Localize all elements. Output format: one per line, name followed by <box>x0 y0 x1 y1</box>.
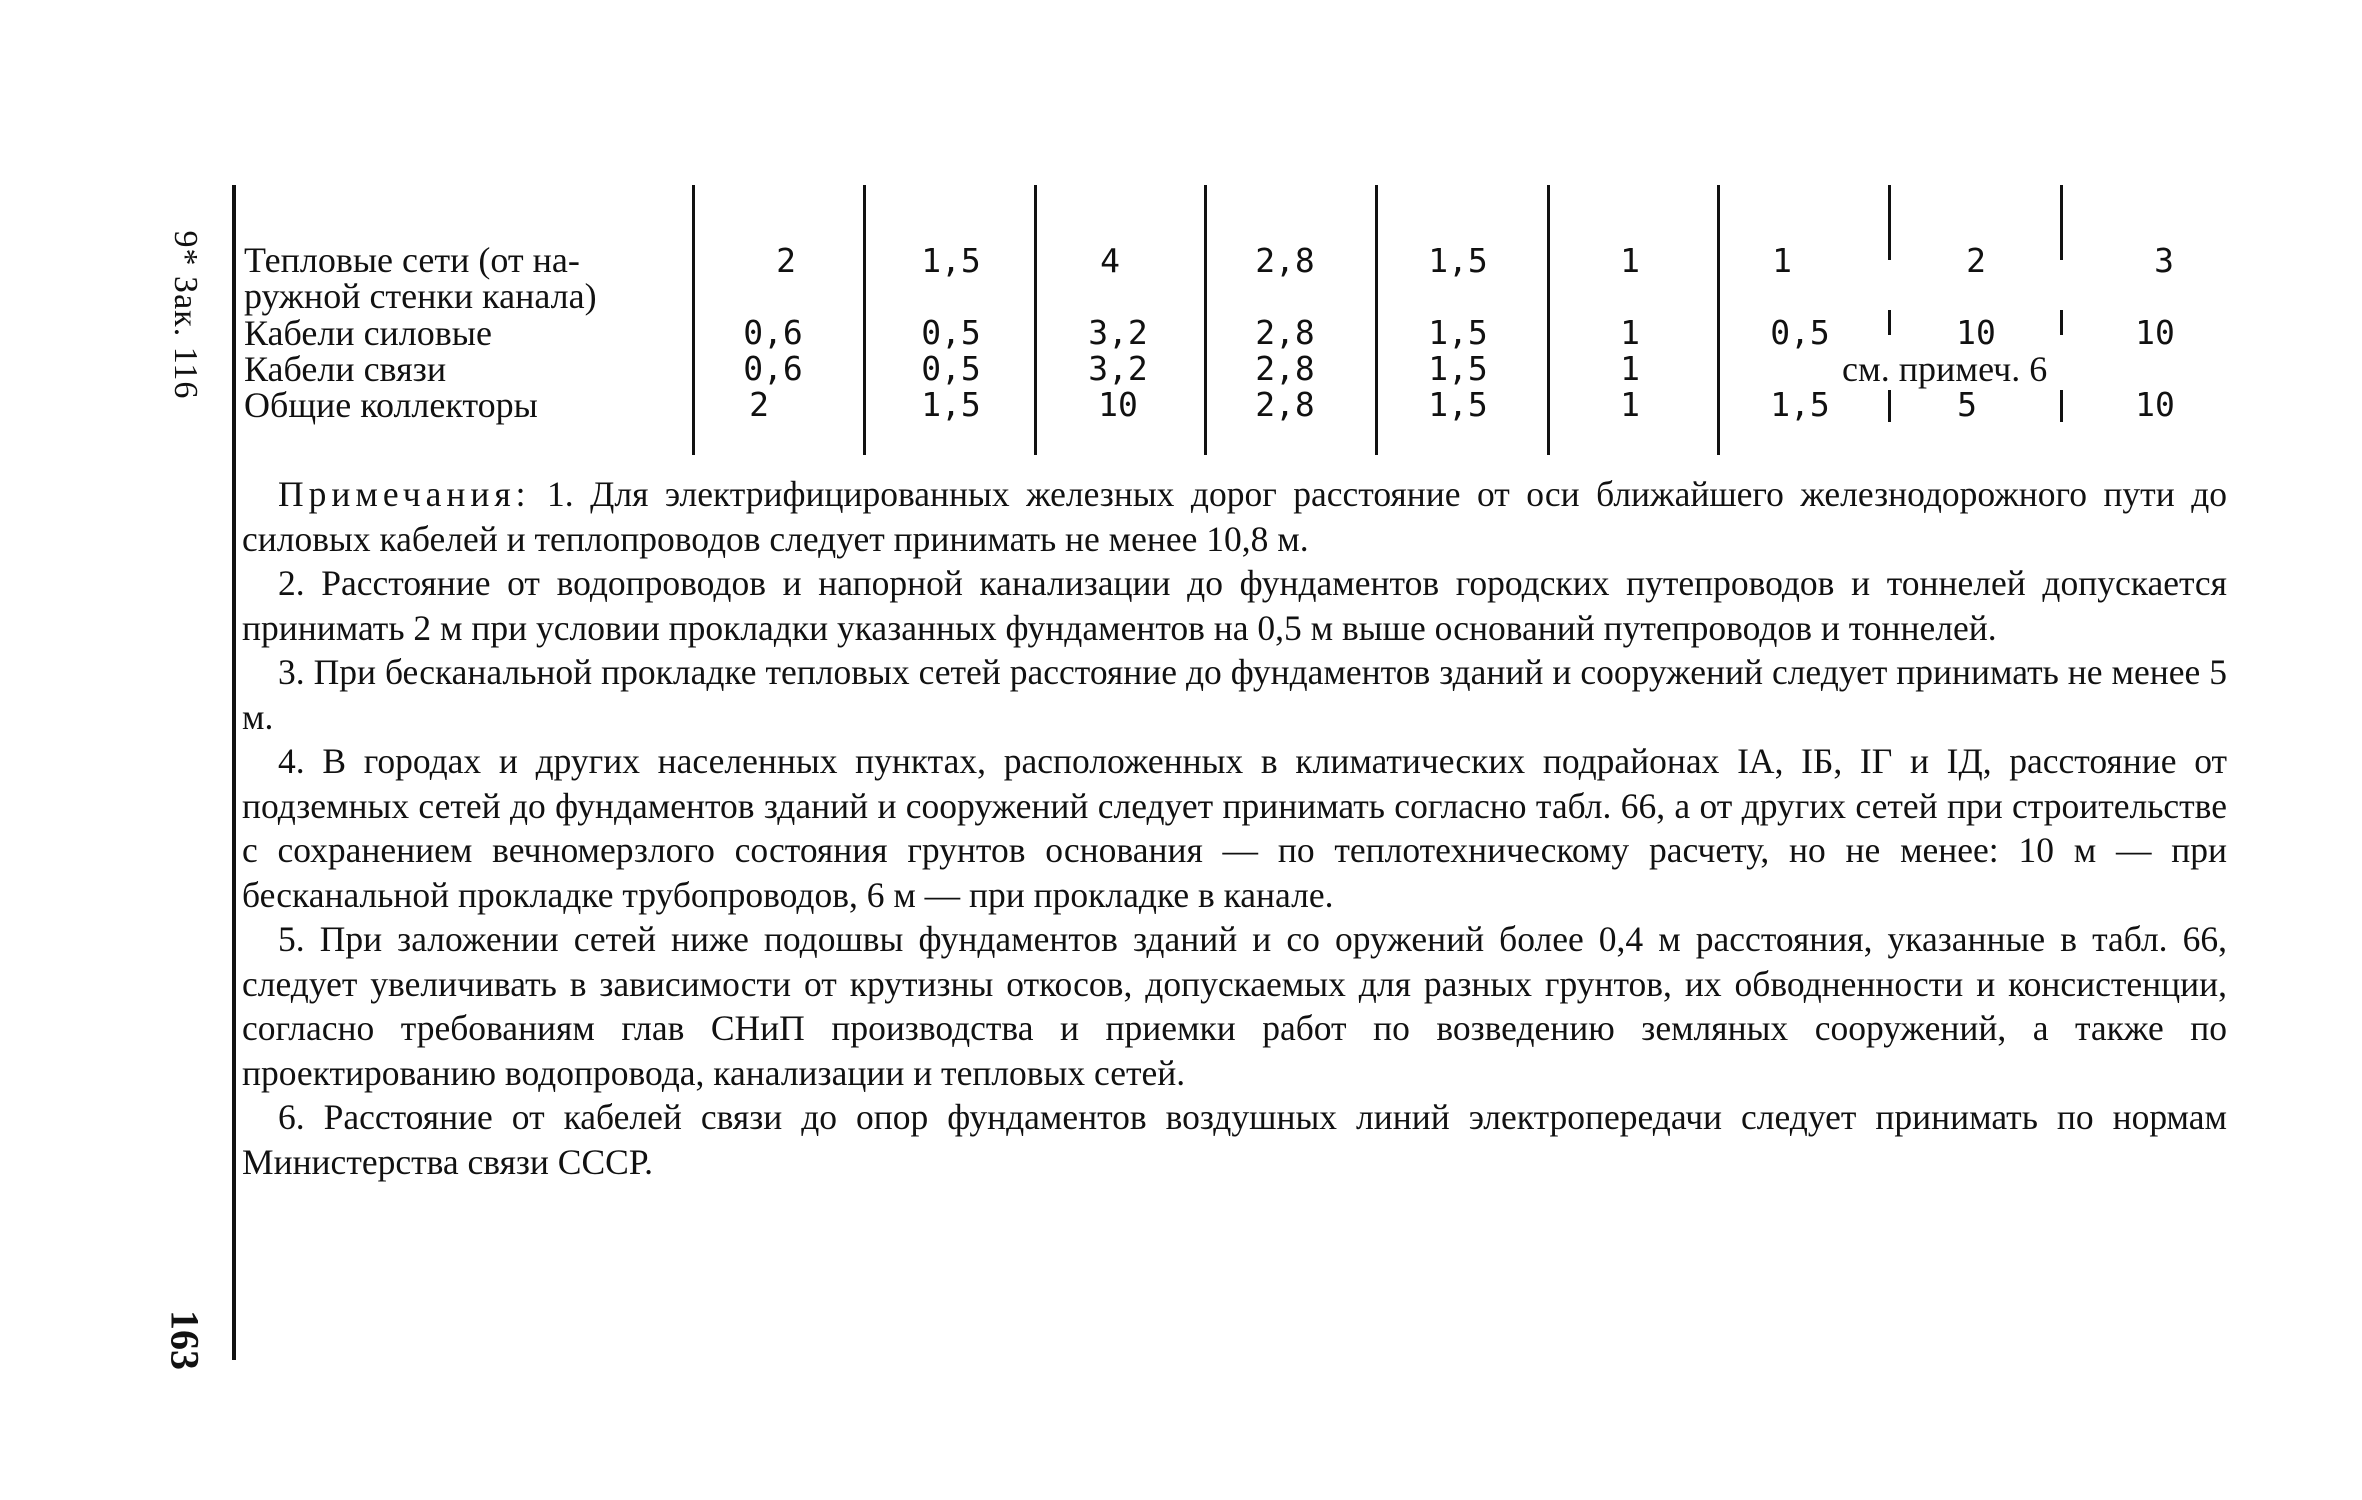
left-margin-rule <box>232 185 236 1360</box>
column-divider <box>1375 185 1378 455</box>
row-label: Кабели связи <box>244 349 447 389</box>
note-item: 6. Расстояние от кабелей связи до опор фундаментов воздушных линий электропередачи следует принимать по нормам Министерства связи СССР. <box>242 1097 2227 1182</box>
row-label: ружной стенки канала) <box>244 276 597 316</box>
table-cell: 0,6 <box>743 349 803 388</box>
table-cell: 1 <box>1620 349 1640 388</box>
table-cell: 1 <box>1620 241 1640 280</box>
table-cell: 2,8 <box>1255 385 1315 424</box>
notes-heading: Примечания: <box>278 474 531 514</box>
table-cell: 1 <box>1772 241 1792 280</box>
table-cell: 1,5 <box>1428 349 1488 388</box>
table-cell: 10 <box>1098 385 1138 424</box>
table-cell: 2 <box>1966 241 1986 280</box>
column-divider <box>692 185 695 455</box>
table-cell: 1 <box>1620 385 1640 424</box>
table-cell: 1,5 <box>1428 241 1488 280</box>
table-cell: 0,5 <box>1770 313 1830 352</box>
column-divider <box>863 185 866 455</box>
table-cell: 3 <box>2154 241 2174 280</box>
table-cell: 2,8 <box>1255 313 1315 352</box>
column-divider <box>2060 185 2063 260</box>
column-divider <box>1888 390 1891 422</box>
table-cell: 1,5 <box>1770 385 1830 424</box>
margin-page-number <box>150 1290 220 1390</box>
table-cell: 1,5 <box>1428 313 1488 352</box>
row-label: Кабели силовые <box>244 313 492 353</box>
order-text: 9* Зак. 116 <box>167 230 204 400</box>
notes-section <box>242 472 2227 1184</box>
table-cell: 2 <box>776 241 796 280</box>
note-item <box>242 472 2227 561</box>
table-cell: 4 <box>1100 241 1120 280</box>
note-item: 2. Расстояние от водопроводов и напорной канализации до фундаментов городских путепроводов и тоннелей допускается принимать 2 м при условии прокладки указанных фундаментов на 0,5 м выше оснований путепроводов и тоннелей. <box>242 563 2227 648</box>
row-label: Общие коллекторы <box>244 385 538 425</box>
table-cell: 1 <box>1620 313 1640 352</box>
table-cell: 1,5 <box>921 241 981 280</box>
column-divider <box>2060 310 2063 335</box>
column-divider <box>2060 390 2063 422</box>
note-item: 4. В городах и других населенных пунктах, расположенных в климатических подрайонах IА, IБ, IГ и IД, расстояние от подземных сетей до фундаментов зданий и сооружений следует принимать согласно табл. 66, а от других сетей при строительстве с сохранением вечномерзлого состояния грунтов основания — по теплотехническому расчету, но не менее: 10 м — при бесканальной прокладке трубопроводов, 6 м — при прокладке в канале. <box>242 741 2227 915</box>
table-cell: 5 <box>1957 385 1977 424</box>
table-cell: 3,2 <box>1088 313 1148 352</box>
table-cell: 10 <box>2135 385 2175 424</box>
column-divider <box>1547 185 1550 455</box>
column-divider <box>1034 185 1037 455</box>
table-cell: 0,6 <box>743 313 803 352</box>
column-divider <box>1888 310 1891 335</box>
note-item: 3. При бесканальной прокладке тепловых сетей расстояние до фундаментов зданий и сооружений следует принимать не менее 5 м. <box>242 652 2227 737</box>
column-divider <box>1204 185 1207 455</box>
table-cell: 3,2 <box>1088 349 1148 388</box>
row-label: Тепловые сети (от на- <box>244 240 580 280</box>
distances-table <box>240 185 2240 455</box>
table-cell: 2,8 <box>1255 241 1315 280</box>
note-item: 5. При заложении сетей ниже подошвы фундаментов зданий и со оружений более 0,4 м расстояния, указанные в табл. 66, следует увеличивать в зависимости от крутизны откосов, допускаемых для разных грунтов, их обводненности и консистенции, согласно требованиям глав СНиП производства и приемки работ по возведению земляных сооружений, а также по проектированию водопровода, канализации и тепловых сетей. <box>242 919 2227 1093</box>
table-cell: 1,5 <box>1428 385 1488 424</box>
margin-order-text <box>140 195 230 435</box>
column-divider <box>1888 185 1891 260</box>
table-cell: 2 <box>749 385 769 424</box>
note-text: 1. Для электрифицированных железных дорог расстояние от оси ближайшего железнодорожного пути до силовых кабелей и теплопроводов следует принимать не менее 10,8 м. <box>242 474 2228 559</box>
merged-note-cell: см. примеч. 6 <box>1842 349 2048 389</box>
table-cell: 2,8 <box>1255 349 1315 388</box>
table-cell: 0,5 <box>921 313 981 352</box>
page-number: 163 <box>162 1310 208 1370</box>
table-cell: 0,5 <box>921 349 981 388</box>
table-cell: 10 <box>2135 313 2175 352</box>
column-divider <box>1717 185 1720 455</box>
table-cell: 10 <box>1956 313 1996 352</box>
table-cell: 1,5 <box>921 385 981 424</box>
